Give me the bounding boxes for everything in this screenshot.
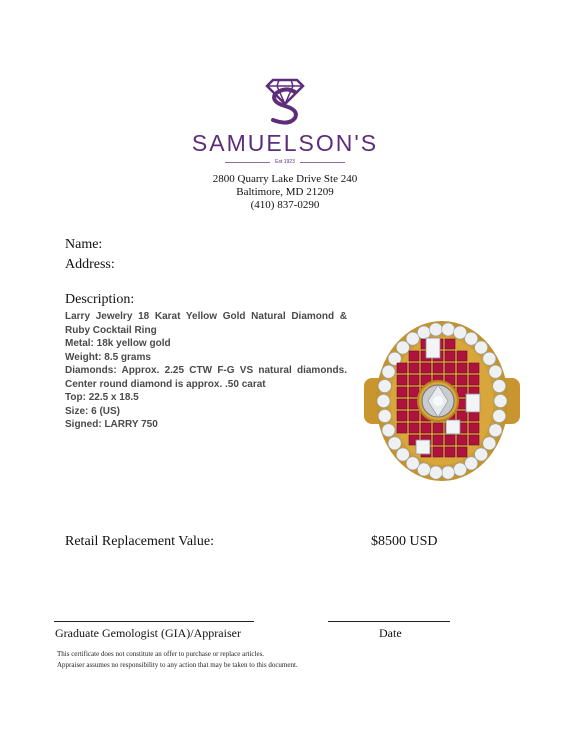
established-row [0,159,570,165]
address-label: Address: [65,257,115,272]
address-line-1: 2800 Quarry Lake Drive Ste 240 [212,173,358,185]
store-logo [0,78,570,165]
item-description [65,310,347,432]
brand-name: SAMUELSON'S [191,130,379,156]
appraiser-signature-line [54,621,254,622]
date-label: Date [379,626,402,640]
divider [300,162,345,163]
address-line-2: Baltimore, MD 21209 [236,186,334,198]
ruby-diamond-ring-image [362,316,522,486]
store-address [0,173,570,212]
retail-value-label: Retail Replacement Value: [65,534,215,549]
top-spec: Top: 22.5 x 18.5 [65,392,139,403]
disclaimer [57,649,298,671]
description-label: Description: [65,292,135,307]
established-text: Est 1923 [275,159,295,165]
date-signature-line [328,621,450,622]
metal-spec: Metal: 18k yellow gold [65,338,171,349]
diamonds-spec-line-1: Diamonds: Approx. 2.25 CTW F-G VS natural diamonds. [65,365,347,376]
appraiser-label: Graduate Gemologist (GIA)/Appraiser [55,626,241,640]
diamond-s-logo-icon [265,78,305,126]
disclaimer-line-1: This certificate does not constitute an offer to purchase or replace articles. [57,650,265,658]
diamonds-spec-line-2: Center round diamond is approx. .50 carat [65,378,266,390]
item-title-line-1: Larry Jewelry 18 Karat Yellow Gold Natural Diamond & [65,311,347,322]
retail-value-amount: $8500 USD [371,534,438,549]
weight-spec: Weight: 8.5 grams [65,351,151,363]
divider [225,162,270,163]
name-label: Name: [65,237,103,252]
signed-spec: Signed: LARRY 750 [65,419,158,430]
size-spec: Size: 6 (US) [65,405,121,417]
item-title-line-2: Ruby Cocktail Ring [65,324,157,336]
disclaimer-line-2: Appraiser assumes no responsibility to any action that may be taken to this document. [57,661,298,669]
phone-number: (410) 837-0290 [250,199,320,211]
